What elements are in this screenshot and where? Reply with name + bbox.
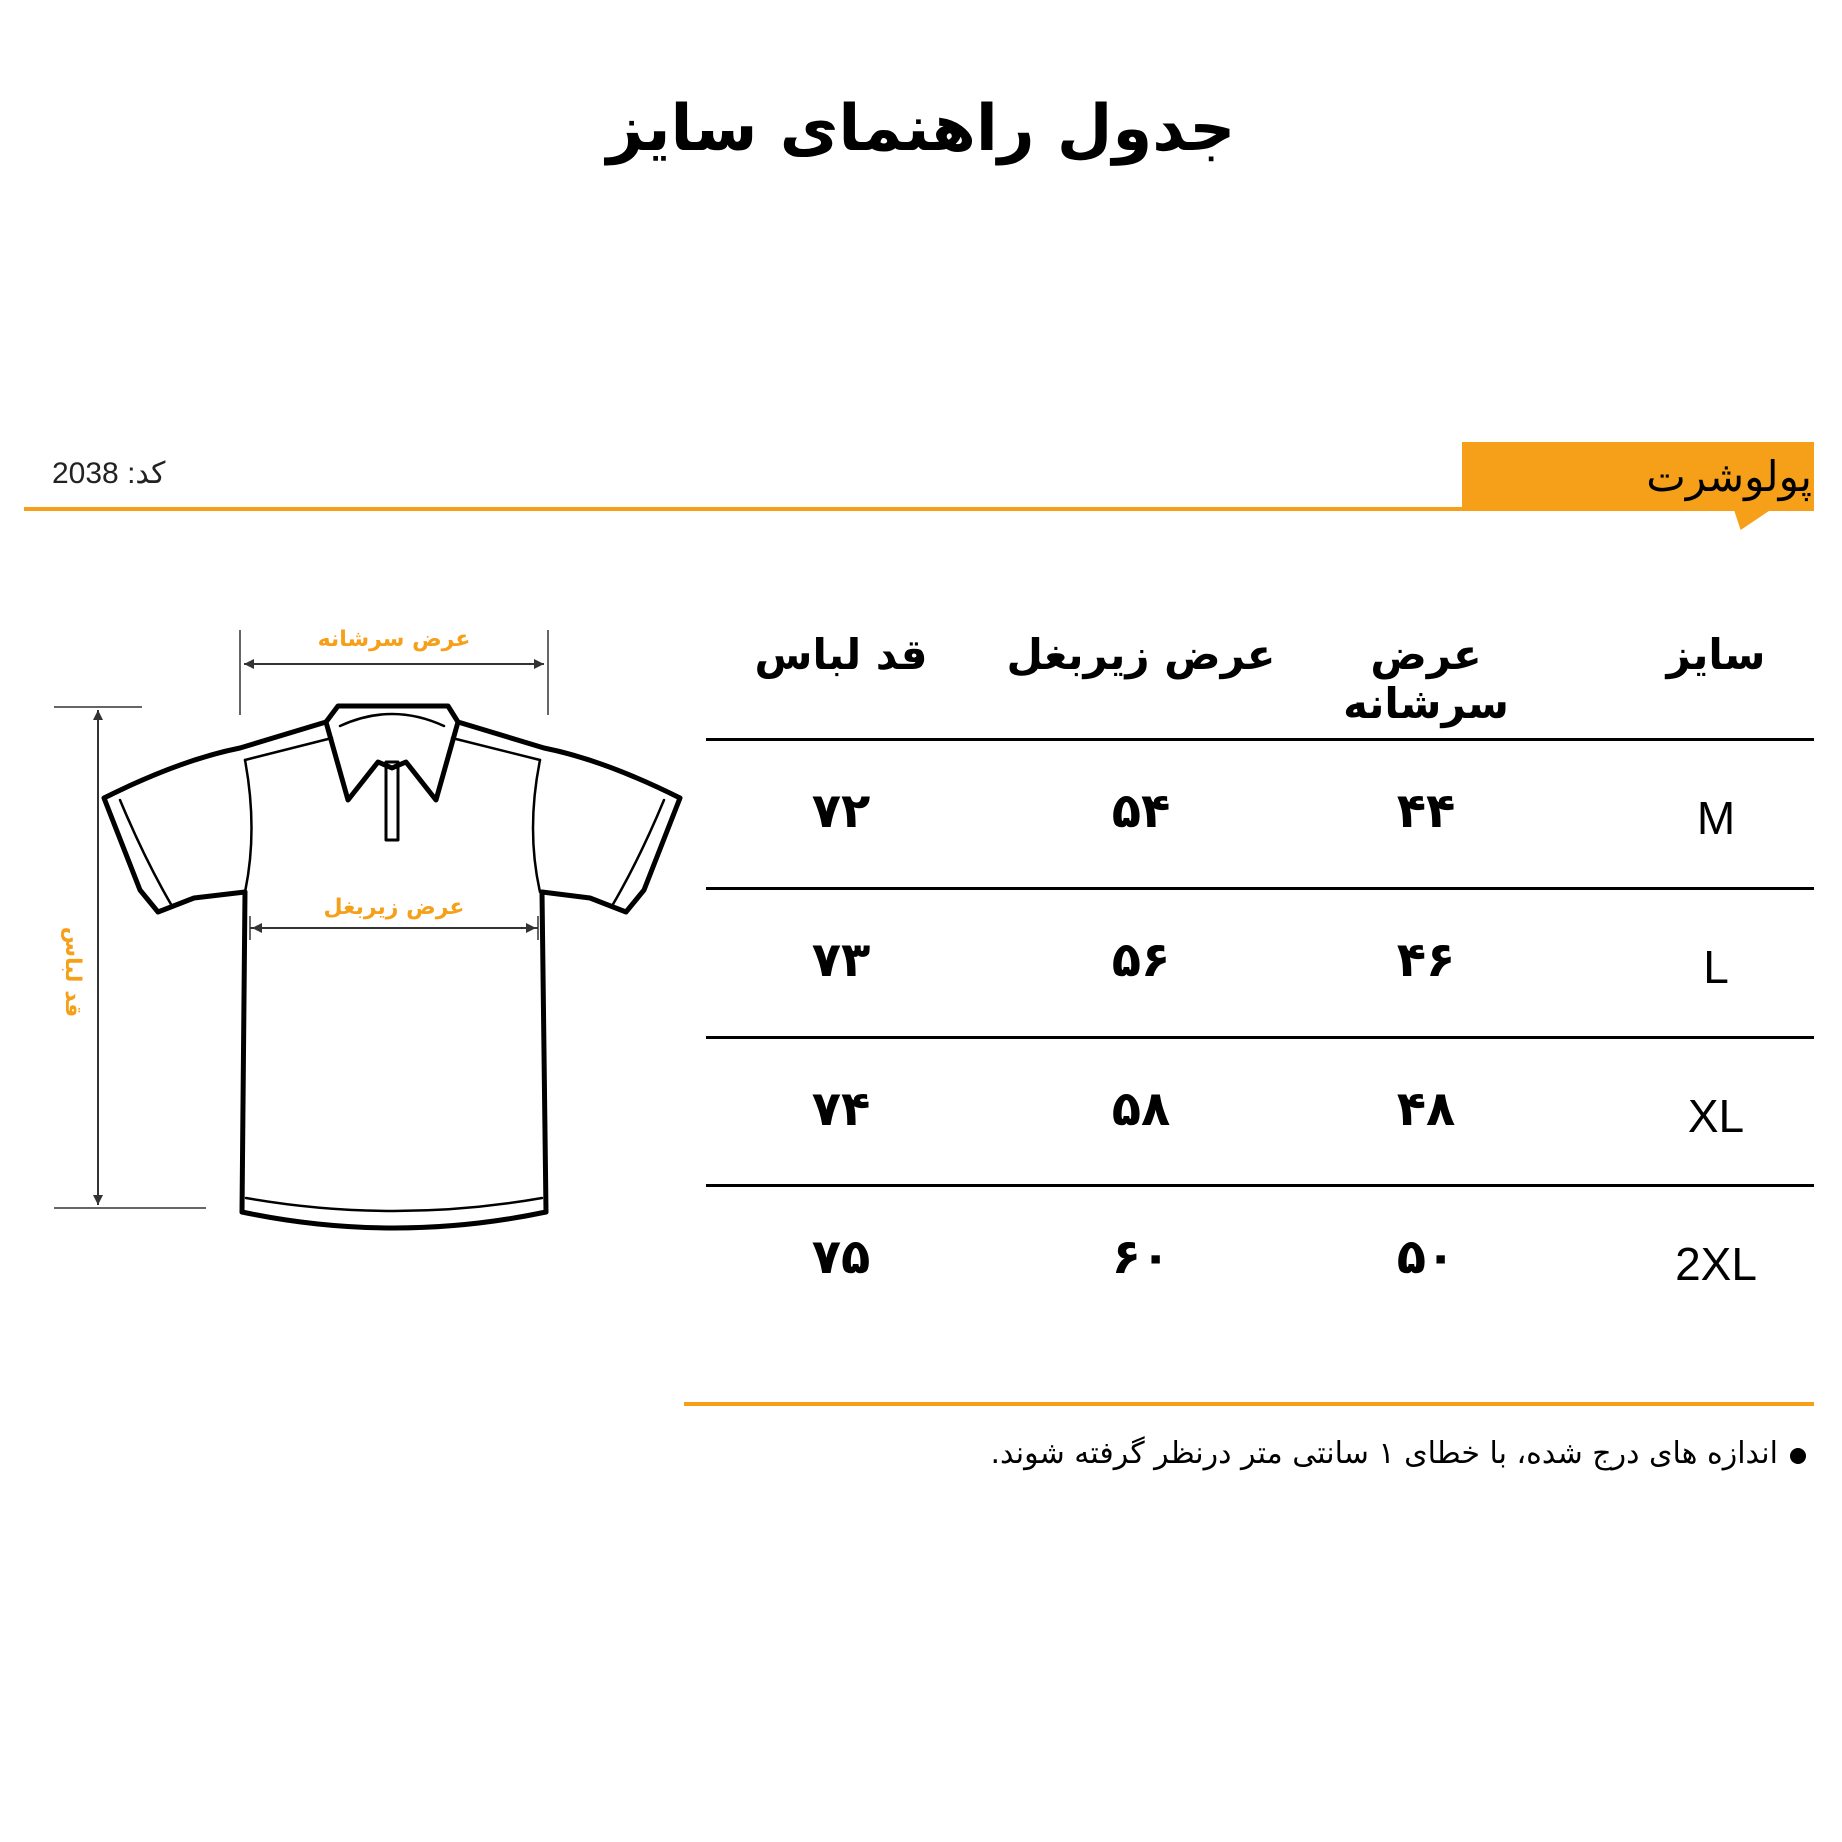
shoulder-arrow-right	[534, 659, 544, 669]
polo-shirt-diagram	[40, 610, 700, 1250]
cell-length: ۷۴	[811, 1081, 871, 1137]
cell-length: ۷۵	[811, 1229, 871, 1285]
cell-armpit: ۶۰	[1111, 1229, 1171, 1285]
armpit-arrow-left	[252, 923, 262, 933]
header-armpit-width: عرض زیربغل	[1006, 630, 1276, 679]
length-arrow-bottom	[93, 1195, 103, 1205]
cell-armpit: ۵۴	[1111, 783, 1171, 839]
cell-shoulder: ۵۰	[1396, 1229, 1456, 1285]
table-row	[706, 1187, 1814, 1335]
cell-armpit: ۵۸	[1111, 1081, 1171, 1137]
table-row	[706, 741, 1814, 889]
cell-size: 2XL	[1675, 1238, 1757, 1290]
note-bullet-icon	[1790, 1448, 1806, 1464]
armpit-arrow-right	[526, 923, 536, 933]
cell-length: ۷۲	[811, 783, 871, 839]
table-header-row	[706, 600, 1814, 738]
length-arrow-top	[93, 710, 103, 720]
length-label: قد لباس	[60, 926, 85, 1018]
table-row	[706, 890, 1814, 1038]
shirt-outline	[104, 706, 680, 1228]
table-row	[706, 1039, 1814, 1187]
header-size: سایز	[1666, 630, 1766, 679]
footer-divider	[684, 1402, 1814, 1406]
cell-size: L	[1703, 941, 1729, 993]
cell-size: XL	[1687, 1090, 1745, 1142]
cell-size: M	[1696, 792, 1736, 844]
product-name: پولوشرت	[1646, 452, 1812, 501]
shoulder-arrow-left	[244, 659, 254, 669]
cell-armpit: ۵۶	[1111, 932, 1171, 988]
cell-shoulder: ۴۶	[1396, 932, 1456, 988]
armpit-label: عرض زیربغل	[323, 895, 465, 920]
header-shoulder-width: عرض سرشانه	[1343, 630, 1509, 728]
product-code: کد: 2038	[52, 457, 166, 490]
cell-length: ۷۳	[811, 932, 871, 988]
header-length: قد لباس	[754, 630, 928, 679]
shoulder-label: عرض سرشانه	[317, 627, 471, 652]
product-tab-pointer	[1721, 508, 1774, 530]
measurement-note: اندازه های درج شده، با خطای ۱ سانتی متر درنظر گرفته شوند.	[990, 1436, 1778, 1471]
cell-shoulder: ۴۸	[1396, 1081, 1456, 1137]
cell-shoulder: ۴۴	[1396, 783, 1456, 839]
page-title: جدول راهنمای سایز	[606, 92, 1236, 166]
